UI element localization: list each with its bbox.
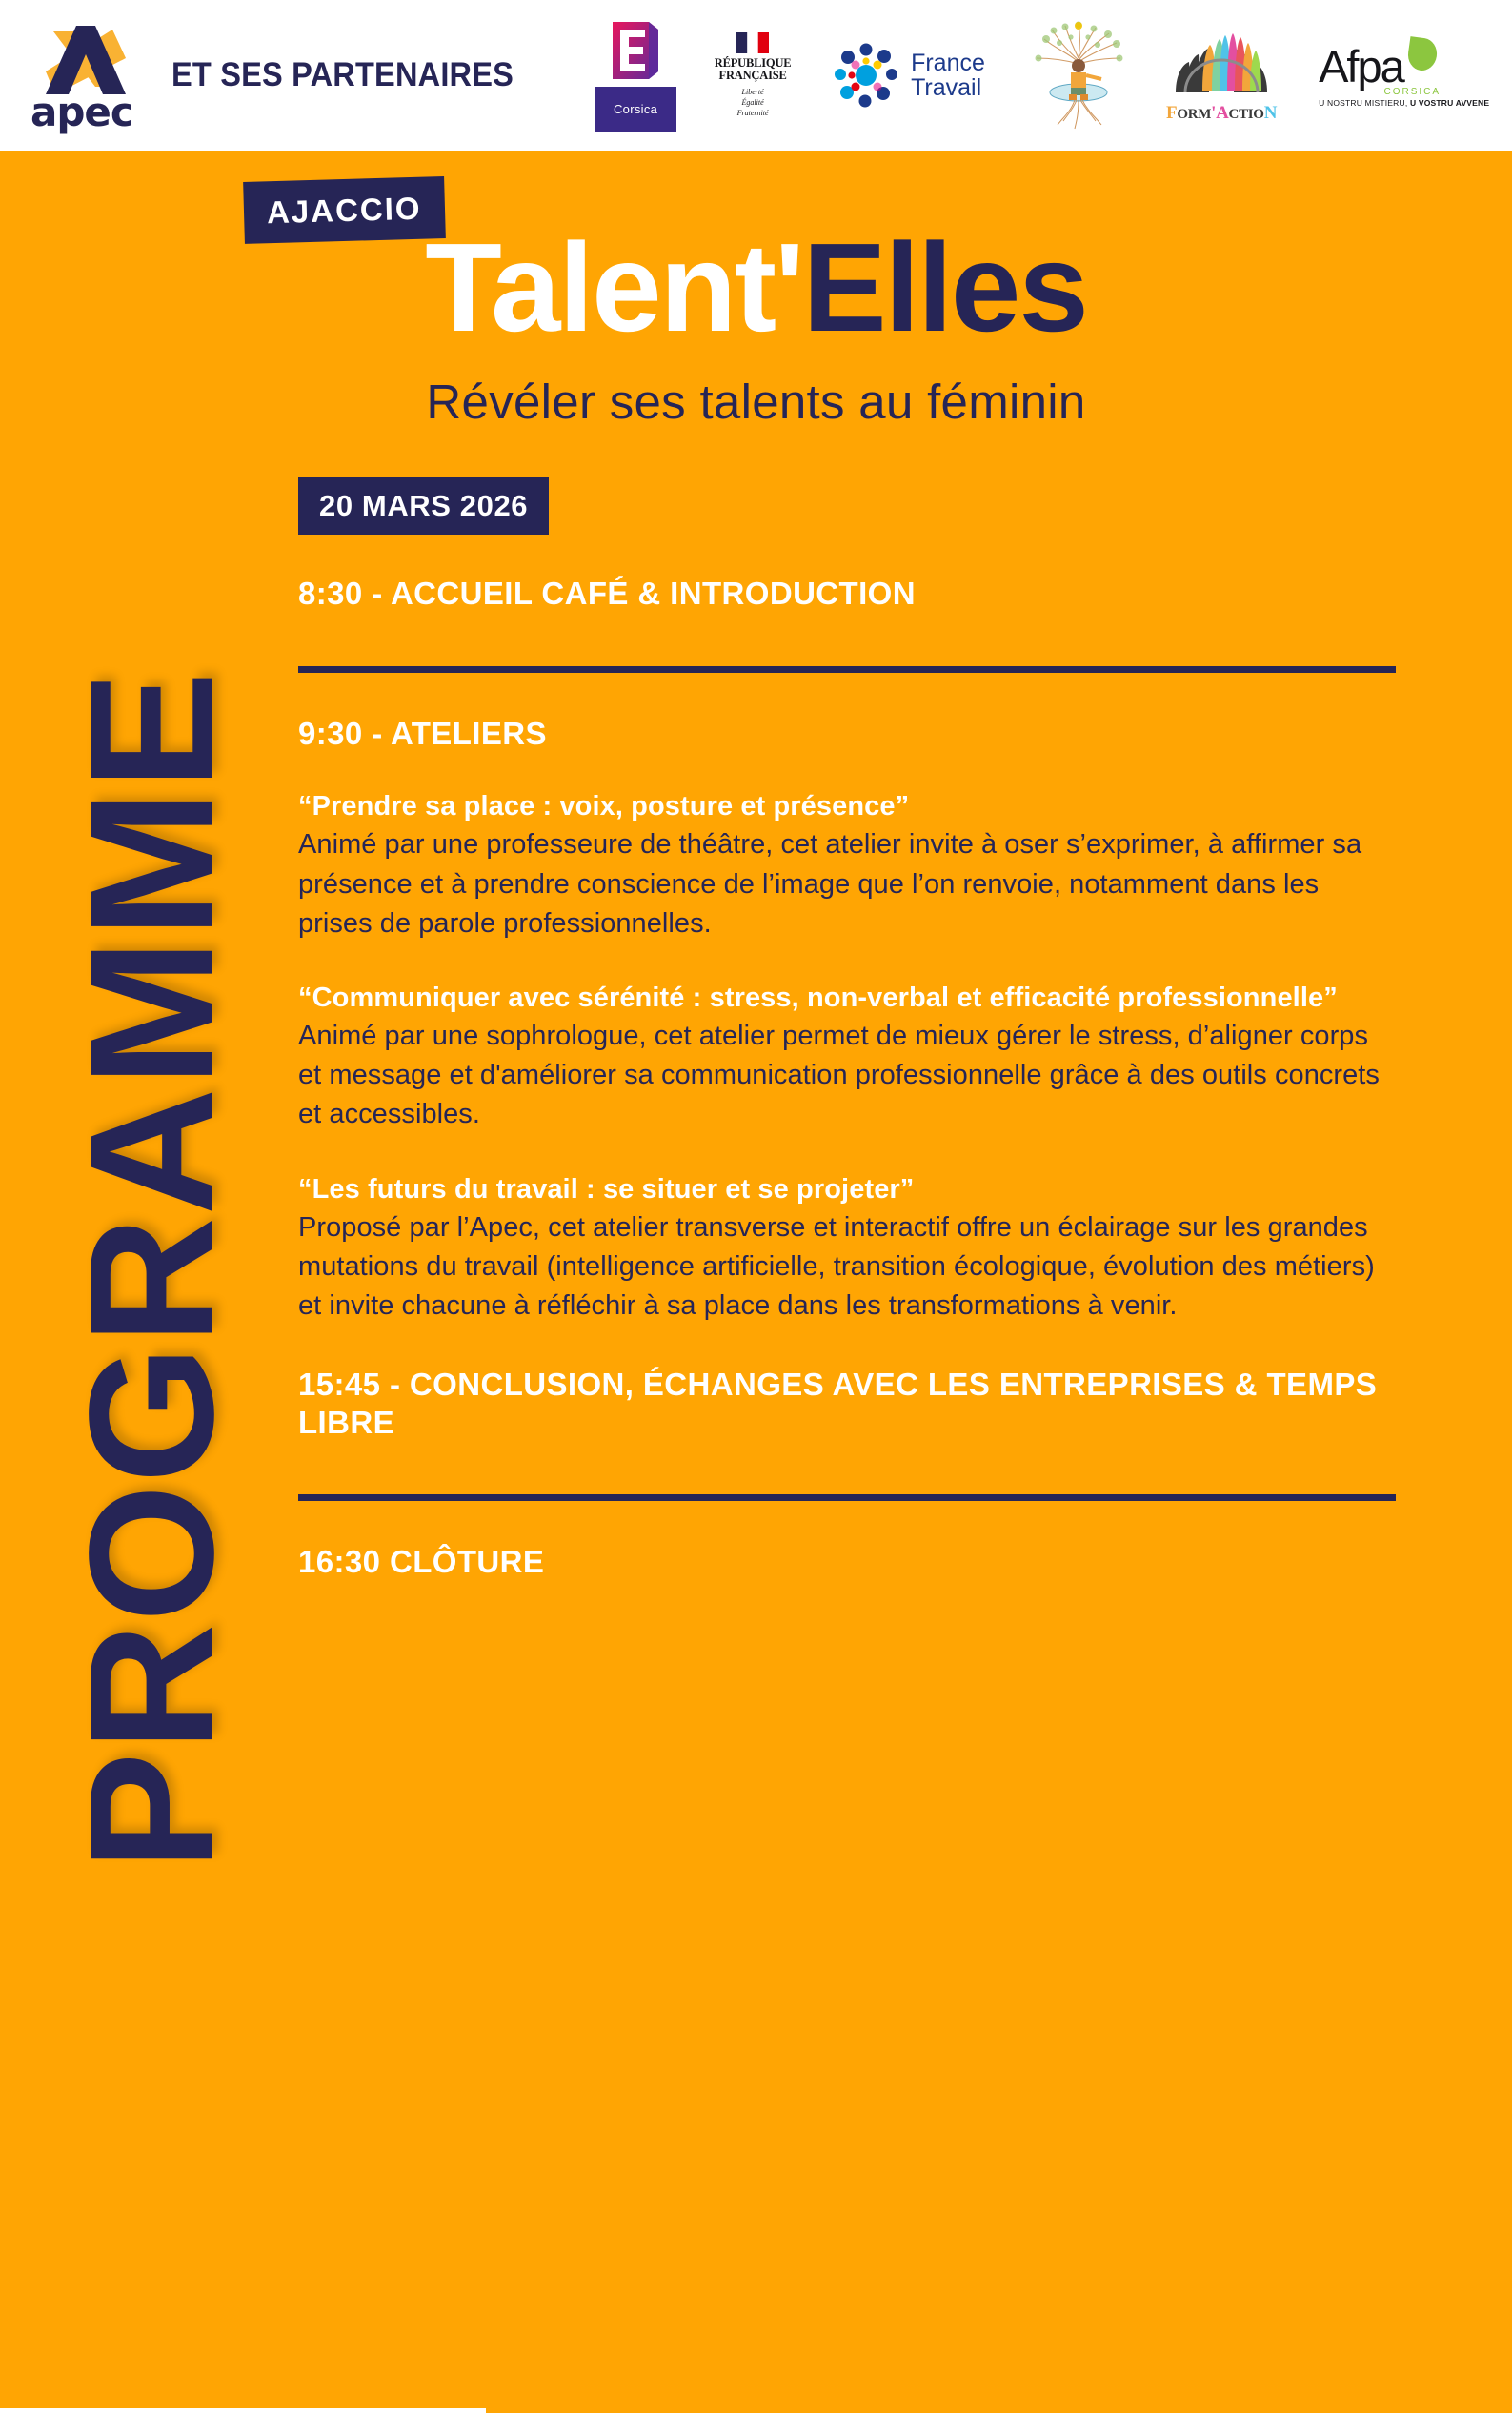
- program-content: [298, 477, 1396, 1581]
- workshop-3-description: Proposé par l’Apec, cet atelier transverse et interactif offre un éclairage sur les grandes mutations du travail (intelligence artificielle, transition écologique, évolution des métiers) et invite chacune à réfléchir à sa place dans les transformations à venir.: [298, 1211, 1375, 1321]
- programme-side-label: PROGRAMME: [53, 670, 251, 1871]
- fa-letters-orm: ORM: [1177, 106, 1212, 122]
- page-subtitle: Révéler ses talents au féminin: [426, 375, 1086, 429]
- fa-letter-f: F: [1166, 102, 1178, 123]
- partner-logo-afpa: [1319, 40, 1490, 108]
- afpa-wordmark: Afpa: [1319, 40, 1403, 91]
- workshop-1-description: Animé par une professeure de théâtre, cet atelier invite à oser s’exprimer, à affirmer sa présence et à prendre conscience de l’image que l’on renvoie, notamment dans les prises de parole professionnelles.: [298, 829, 1362, 939]
- separator-top: [298, 666, 1396, 673]
- schedule-item-conclusion: 15:45 - CONCLUSION, ÉCHANGES AVEC LES ENTREPRISES & TEMPS LIBRE: [298, 1367, 1378, 1440]
- workshop-2-description: Animé par une sophrologue, cet atelier permet de mieux gérer le stress, d’aligner corps et message et d'améliorer sa communication professionnelle grâce à des outils concrets et accessibles.: [298, 1020, 1380, 1130]
- rf-line-1: RÉPUBLIQUE: [714, 55, 792, 70]
- form-action-people-icon: [1157, 28, 1286, 96]
- partners-label: ET SES PARTENAIRES: [171, 56, 514, 93]
- partner-logo-corsica: [595, 20, 676, 132]
- french-flag-icon: [736, 32, 769, 53]
- title-part-talent: Talent': [425, 217, 803, 357]
- workshop-1-title: “Prendre sa place : voix, posture et présence”: [298, 791, 910, 822]
- bottom-edge-strip: [0, 2408, 486, 2413]
- rf-line-2: FRANÇAISE: [718, 69, 787, 83]
- partners-bar: [0, 0, 1512, 151]
- date-badge: 20 MARS 2026: [298, 477, 549, 535]
- schedule-item-closing: 16:30 CLÔTURE: [298, 1544, 545, 1580]
- partner-logo-republique-francaise: [709, 32, 796, 119]
- fa-letter-n: N: [1263, 102, 1278, 123]
- afpa-tagline: [1319, 97, 1490, 108]
- tree-person-icon: [1033, 18, 1124, 132]
- afpa-region-label: CORSICA: [1383, 86, 1441, 97]
- corsica-e-icon: [609, 20, 662, 81]
- partner-logos: [595, 18, 1490, 132]
- partner-logo-form-action: [1157, 28, 1286, 124]
- apec-wordmark: apec: [30, 89, 133, 135]
- partner-logo-tree-illustration: [1033, 18, 1124, 132]
- afpa-tagline-bold: U VOSTRU AVVENE: [1409, 97, 1490, 108]
- workshop-2-title: “Communiquer avec sérénité : stress, non-verbal et efficacité professionnelle”: [298, 982, 1338, 1013]
- rf-motto-1: Liberté: [741, 88, 764, 97]
- schedule-item-ateliers: 9:30 - ATELIERS: [298, 715, 547, 751]
- title-part-elles: Elles: [802, 217, 1087, 357]
- fa-letters-a: 'A: [1211, 102, 1229, 123]
- rf-motto-3: Fraternité: [736, 108, 769, 117]
- apec-logo: [30, 18, 137, 135]
- location-badge: AJACCIO: [243, 176, 445, 244]
- partner-logo-france-travail: [829, 38, 1000, 112]
- schedule-item-welcome: 8:30 - ACCUEIL CAFÉ & INTRODUCTION: [298, 576, 916, 611]
- corsica-band-label: Corsica: [595, 87, 676, 132]
- fa-letters-ctio: CTIO: [1228, 106, 1264, 122]
- afpa-tagline-normal: U NOSTRU MISTIERU,: [1319, 97, 1408, 108]
- france-travail-word-1: France: [911, 50, 985, 76]
- form-action-wordmark: [1157, 103, 1286, 124]
- page-title: [0, 217, 1512, 357]
- france-travail-word-2: Travail: [911, 74, 982, 101]
- france-travail-dots-icon: [829, 38, 903, 112]
- workshop-3-title: “Les futurs du travail : se situer et se projeter”: [298, 1173, 915, 1205]
- rf-motto-2: Égalité: [741, 97, 764, 107]
- separator-bottom: [298, 1494, 1396, 1501]
